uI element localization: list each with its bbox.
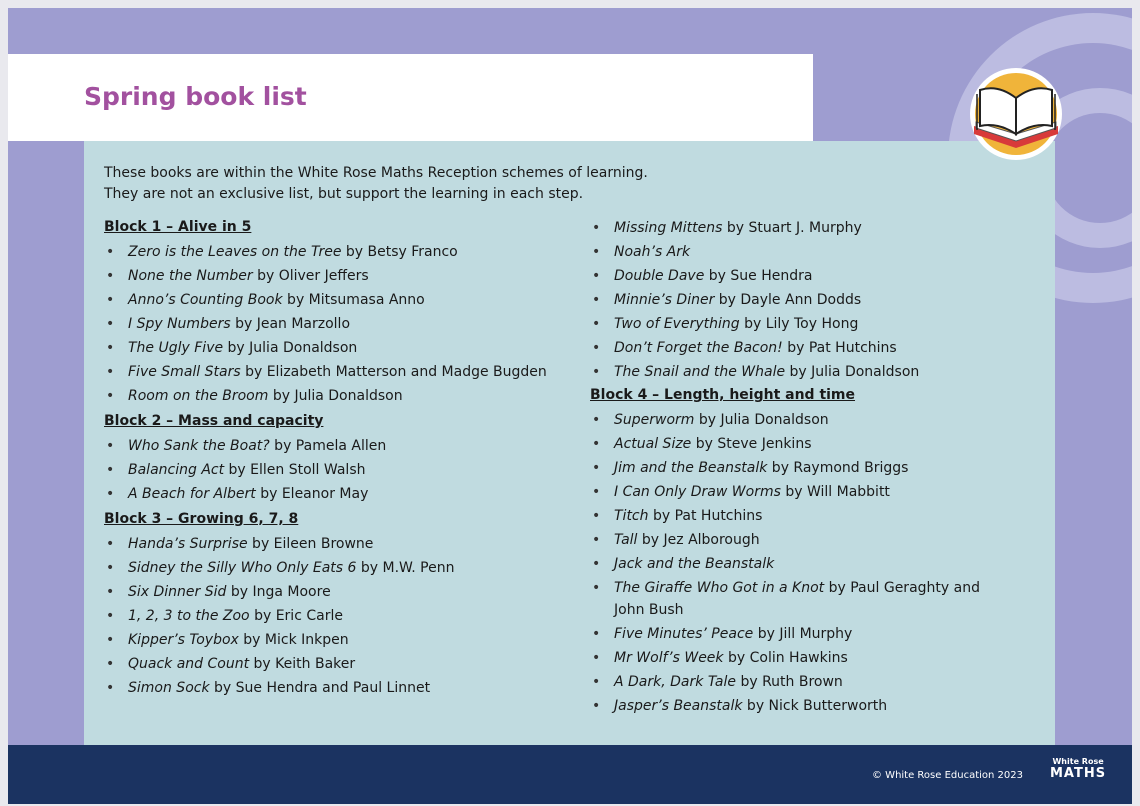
book-author: by Lily Toy Hong: [739, 316, 859, 332]
book-author: by Jean Marzollo: [230, 316, 351, 332]
book-title: None the Number: [128, 268, 253, 284]
book-list: [590, 217, 1010, 383]
book-author: by Eric Carle: [249, 608, 343, 624]
book-list-item: [590, 313, 1010, 335]
book-author: by Colin Hawkins: [723, 650, 848, 666]
bullet-icon: •: [106, 388, 115, 404]
book-title: Quack and Count: [128, 656, 250, 672]
book-list-item: [590, 647, 1010, 669]
intro-line-1: These books are within the White Rose Maths Reception schemes of learning.: [104, 165, 648, 181]
bullet-icon: •: [592, 626, 601, 642]
book-author: by Nick Butterworth: [742, 698, 888, 714]
book-list-item: [104, 265, 574, 287]
book-list-item: [590, 481, 1010, 503]
book-list-item: [104, 629, 574, 651]
book-author: by Betsy Franco: [341, 244, 458, 260]
book-author: by Ellen Stoll Walsh: [224, 462, 366, 478]
bullet-icon: •: [106, 292, 115, 308]
book-title: The Ugly Five: [128, 340, 224, 356]
book-author: by Steve Jenkins: [691, 436, 812, 452]
book-author: by Ruth Brown: [736, 674, 843, 690]
book-title: Five Small Stars: [128, 364, 241, 380]
book-title: Handa’s Surprise: [128, 536, 248, 552]
block-heading: Block 4 – Length, height and time: [590, 387, 856, 403]
book-list-item: [590, 695, 1010, 717]
book-author: by M.W. Penn: [356, 560, 455, 576]
bullet-icon: •: [592, 650, 601, 666]
bullet-icon: •: [592, 484, 601, 500]
book-list-item: [104, 361, 574, 383]
bullet-icon: •: [592, 460, 601, 476]
book-title: Minnie’s Diner: [614, 292, 715, 308]
bullet-icon: •: [106, 364, 115, 380]
book-title: Superworm: [614, 412, 695, 428]
bullet-icon: •: [106, 608, 115, 624]
book-title: The Giraffe Who Got in a Knot: [614, 580, 825, 596]
block-heading: Block 1 – Alive in 5: [104, 219, 252, 235]
book-list-item: [104, 653, 574, 675]
logo-top-text: White Rose: [1052, 757, 1104, 766]
bullet-icon: •: [592, 532, 601, 548]
book-title: Balancing Act: [128, 462, 225, 478]
bullet-icon: •: [592, 364, 601, 380]
book-title: Tall: [614, 532, 638, 548]
book-author: by Keith Baker: [249, 656, 356, 672]
intro-line-2: They are not an exclusive list, but support the learning in each step.: [104, 186, 584, 202]
book-title: Mr Wolf’s Week: [614, 650, 724, 666]
book-author: by Pamela Allen: [269, 438, 387, 454]
bullet-icon: •: [106, 656, 115, 672]
book-list: [104, 241, 574, 407]
book-list-item: [104, 241, 574, 263]
book-title: Who Sank the Boat?: [128, 438, 270, 454]
book-list-item: [104, 677, 574, 699]
book-list-item: [104, 313, 574, 335]
book-list-item: [104, 605, 574, 627]
content-panel: [84, 141, 1055, 746]
bullet-icon: •: [106, 244, 115, 260]
bullet-icon: •: [106, 632, 115, 648]
logo-main-text: MATHS: [1050, 766, 1107, 781]
book-title: Jim and the Beanstalk: [614, 460, 768, 476]
book-list-item: [104, 385, 574, 407]
book-list-item: [590, 553, 1010, 575]
book-list-item: [590, 505, 1010, 527]
book-author: by Eileen Browne: [247, 536, 374, 552]
bullet-icon: •: [106, 584, 115, 600]
bullet-icon: •: [106, 438, 115, 454]
book-title: Don’t Forget the Bacon!: [614, 340, 783, 356]
book-title: Titch: [614, 508, 649, 524]
book-list-item: [590, 241, 1010, 263]
book-title: Double Dave: [614, 268, 705, 284]
book-title: 1, 2, 3 to the Zoo: [128, 608, 250, 624]
left-column: [104, 217, 574, 701]
bullet-icon: •: [592, 244, 601, 260]
book-author: by Oliver Jeffers: [252, 268, 369, 284]
book-author: by Mitsumasa Anno: [282, 292, 425, 308]
book-author: by Paul Geraghty and John Bush: [614, 580, 980, 618]
bullet-icon: •: [106, 536, 115, 552]
book-list-item: [590, 623, 1010, 645]
bullet-icon: •: [592, 412, 601, 428]
book-list-item: [104, 533, 574, 555]
bullet-icon: •: [106, 462, 115, 478]
book-title: Zero is the Leaves on the Tree: [128, 244, 342, 260]
book-author: by Julia Donaldson: [223, 340, 358, 356]
book-author: by Inga Moore: [226, 584, 331, 600]
book-author: by Eleanor May: [255, 486, 369, 502]
bullet-icon: •: [592, 268, 601, 284]
bullet-icon: •: [592, 292, 601, 308]
book-list-item: [590, 337, 1010, 359]
book-author: by Jill Murphy: [753, 626, 853, 642]
title-bar: [8, 54, 813, 141]
book-author: by Mick Inkpen: [238, 632, 349, 648]
bullet-icon: •: [592, 508, 601, 524]
block-heading: Block 3 – Growing 6, 7, 8: [104, 511, 299, 527]
bullet-icon: •: [106, 316, 115, 332]
book-title: Jasper’s Beanstalk: [614, 698, 743, 714]
book-title: Kipper’s Toybox: [128, 632, 239, 648]
book-list-item: [590, 289, 1010, 311]
book-list-item: [104, 337, 574, 359]
book-author: by Jez Alborough: [637, 532, 760, 548]
book-list-item: [104, 435, 574, 457]
book-title: Sidney the Silly Who Only Eats 6: [128, 560, 357, 576]
book-title: Jack and the Beanstalk: [614, 556, 775, 572]
book-list-item: [104, 483, 574, 505]
book-list: [104, 435, 574, 505]
book-list-item: [590, 265, 1010, 287]
book-author: by Julia Donaldson: [694, 412, 829, 428]
book-title: A Beach for Albert: [128, 486, 256, 502]
bullet-icon: •: [592, 436, 601, 452]
book-title: Anno’s Counting Book: [128, 292, 283, 308]
book-list-item: [590, 577, 1010, 621]
right-column: [590, 217, 1010, 719]
book-title: I Can Only Draw Worms: [614, 484, 781, 500]
bullet-icon: •: [592, 340, 601, 356]
bullet-icon: •: [592, 220, 601, 236]
book-title: Actual Size: [614, 436, 692, 452]
bullet-icon: •: [106, 340, 115, 356]
book-title: Noah’s Ark: [614, 244, 691, 260]
bullet-icon: •: [106, 680, 115, 696]
book-author: by Julia Donaldson: [785, 364, 920, 380]
book-list-item: [590, 433, 1010, 455]
book-author: by Sue Hendra and Paul Linnet: [209, 680, 431, 696]
book-author: by Raymond Briggs: [767, 460, 909, 476]
book-list: [104, 533, 574, 699]
book-title: Two of Everything: [614, 316, 740, 332]
book-author: by Will Mabbitt: [780, 484, 890, 500]
book-title: Simon Sock: [128, 680, 210, 696]
book-title: The Snail and the Whale: [614, 364, 786, 380]
intro-text: [104, 163, 704, 205]
book-list-item: [590, 671, 1010, 693]
book-list-item: [590, 529, 1010, 551]
bullet-icon: •: [592, 316, 601, 332]
open-book-icon: [966, 64, 1066, 164]
bullet-icon: •: [592, 698, 601, 714]
bullet-icon: •: [592, 674, 601, 690]
bullet-icon: •: [106, 268, 115, 284]
book-title: A Dark, Dark Tale: [614, 674, 736, 690]
book-list-item: [104, 557, 574, 579]
book-author: by Dayle Ann Dodds: [714, 292, 862, 308]
book-author: by Julia Donaldson: [268, 388, 403, 404]
copyright-text: © White Rose Education 2023: [872, 770, 1024, 781]
book-title: Room on the Broom: [128, 388, 269, 404]
book-list-item: [590, 409, 1010, 431]
book-author: by Pat Hutchins: [648, 508, 763, 524]
book-author: by Sue Hendra: [704, 268, 813, 284]
book-list-item: [590, 361, 1010, 383]
book-title: Missing Mittens: [614, 220, 723, 236]
book-list-item: [104, 459, 574, 481]
book-title: Five Minutes’ Peace: [614, 626, 754, 642]
bullet-icon: •: [106, 486, 115, 502]
book-list: [590, 409, 1010, 717]
book-author: by Stuart J. Murphy: [722, 220, 862, 236]
book-list-item: [590, 457, 1010, 479]
bullet-icon: •: [592, 556, 601, 572]
book-list-item: [104, 289, 574, 311]
bullet-icon: •: [592, 580, 601, 596]
book-author: by Elizabeth Matterson and Madge Bugden: [240, 364, 547, 380]
footer: [8, 745, 1132, 804]
book-title: I Spy Numbers: [128, 316, 231, 332]
book-list-item: [104, 581, 574, 603]
page: [8, 8, 1132, 804]
book-title: Six Dinner Sid: [128, 584, 227, 600]
block-heading: Block 2 – Mass and capacity: [104, 413, 324, 429]
page-title: Spring book list: [84, 82, 307, 111]
bullet-icon: •: [106, 560, 115, 576]
book-author: by Pat Hutchins: [782, 340, 897, 356]
book-list-item: [590, 217, 1010, 239]
white-rose-maths-logo: [1050, 757, 1106, 781]
